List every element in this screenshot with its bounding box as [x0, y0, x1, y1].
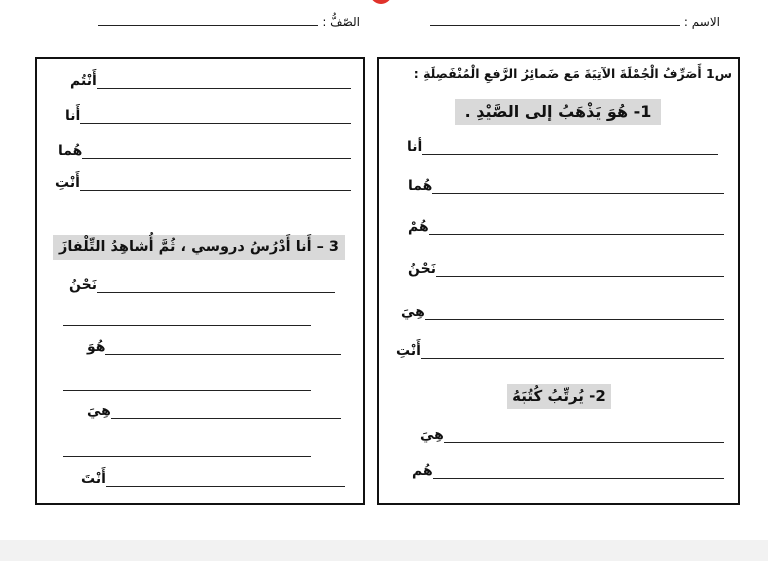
pronoun-label: هُما	[408, 178, 433, 194]
pronoun-label: أَنْتَ	[81, 471, 106, 487]
answer-line[interactable]	[444, 429, 724, 443]
class-line[interactable]	[98, 14, 318, 26]
question-box-right	[377, 57, 740, 505]
answer-row	[404, 219, 724, 235]
answer-line[interactable]	[106, 473, 345, 487]
pronoun-label: هُوَ	[87, 339, 106, 355]
answer-line[interactable]	[111, 405, 341, 419]
answer-row	[65, 277, 335, 293]
answer-line[interactable]	[80, 177, 351, 191]
name-line[interactable]	[430, 14, 680, 26]
pronoun-label: هِيَ	[401, 304, 425, 320]
pronoun-label: هُمْ	[408, 219, 429, 235]
answer-row	[61, 403, 341, 419]
answer-row	[66, 73, 351, 89]
footer-bar	[0, 540, 768, 561]
name-field	[400, 14, 720, 29]
question-box-left	[35, 57, 365, 505]
pronoun-label: أَنْتُم	[70, 73, 97, 89]
top-decoration	[370, 0, 392, 4]
pronoun-label: أَنْتِ	[55, 175, 80, 191]
answer-line[interactable]	[82, 145, 351, 159]
answer-row	[408, 463, 724, 479]
answer-line[interactable]	[422, 141, 718, 155]
sentence-2: 2- يُرتِّبُ كُتُبَهُ	[507, 384, 611, 409]
answer-row	[51, 175, 351, 191]
pronoun-label: نَحْنُ	[69, 277, 97, 293]
pronoun-label: أَنا	[65, 108, 81, 124]
answer-line[interactable]	[421, 345, 724, 359]
answer-line[interactable]	[97, 75, 351, 89]
answer-row	[416, 427, 724, 443]
pronoun-label: أَنْتِ	[396, 343, 421, 359]
pronoun-label: هِيَ	[87, 403, 111, 419]
answer-line[interactable]	[425, 306, 724, 320]
answer-line[interactable]	[80, 110, 351, 124]
class-label: الصّفُّ :	[322, 15, 360, 29]
answer-row	[54, 143, 351, 159]
answer-row	[404, 178, 724, 194]
answer-row	[61, 339, 341, 355]
answer-line[interactable]	[436, 263, 724, 277]
answer-row	[397, 304, 724, 320]
pronoun-label: نَحْنُ	[408, 261, 436, 277]
answer-line[interactable]	[432, 180, 724, 194]
answer-line[interactable]	[63, 456, 311, 457]
pronoun-label: هُما	[58, 143, 83, 159]
answer-line[interactable]	[433, 465, 724, 479]
answer-row	[61, 108, 351, 124]
name-label: الاسم :	[683, 15, 720, 29]
pronoun-label: هِيَ	[420, 427, 444, 443]
pronoun-label: هُم	[412, 463, 433, 479]
sentence-3: 3 – أَنا أَدْرُسُ دروسي ، ثُمَّ أُشاهِدُ التِّلْفازَ	[53, 235, 345, 260]
class-field	[80, 14, 360, 29]
answer-row	[403, 139, 718, 155]
pronoun-label: أنا	[407, 139, 423, 155]
answer-line[interactable]	[429, 221, 724, 235]
answer-line[interactable]	[97, 279, 335, 293]
answer-line[interactable]	[63, 390, 311, 391]
answer-row	[404, 261, 724, 277]
sentence-1: 1- هُوَ يَذْهَبُ إلى الصَّيْدِ .	[455, 99, 661, 125]
answer-line[interactable]	[105, 341, 341, 355]
answer-row	[55, 471, 345, 487]
question-title: س1 أَصَرِّفُ الْجُمْلَةَ الآتِيَةَ مَع ضَمائِرُ الرَّفعِ الْمُنْفَصِلَةِ :	[413, 66, 732, 81]
answer-row	[392, 343, 724, 359]
answer-line[interactable]	[63, 325, 311, 326]
